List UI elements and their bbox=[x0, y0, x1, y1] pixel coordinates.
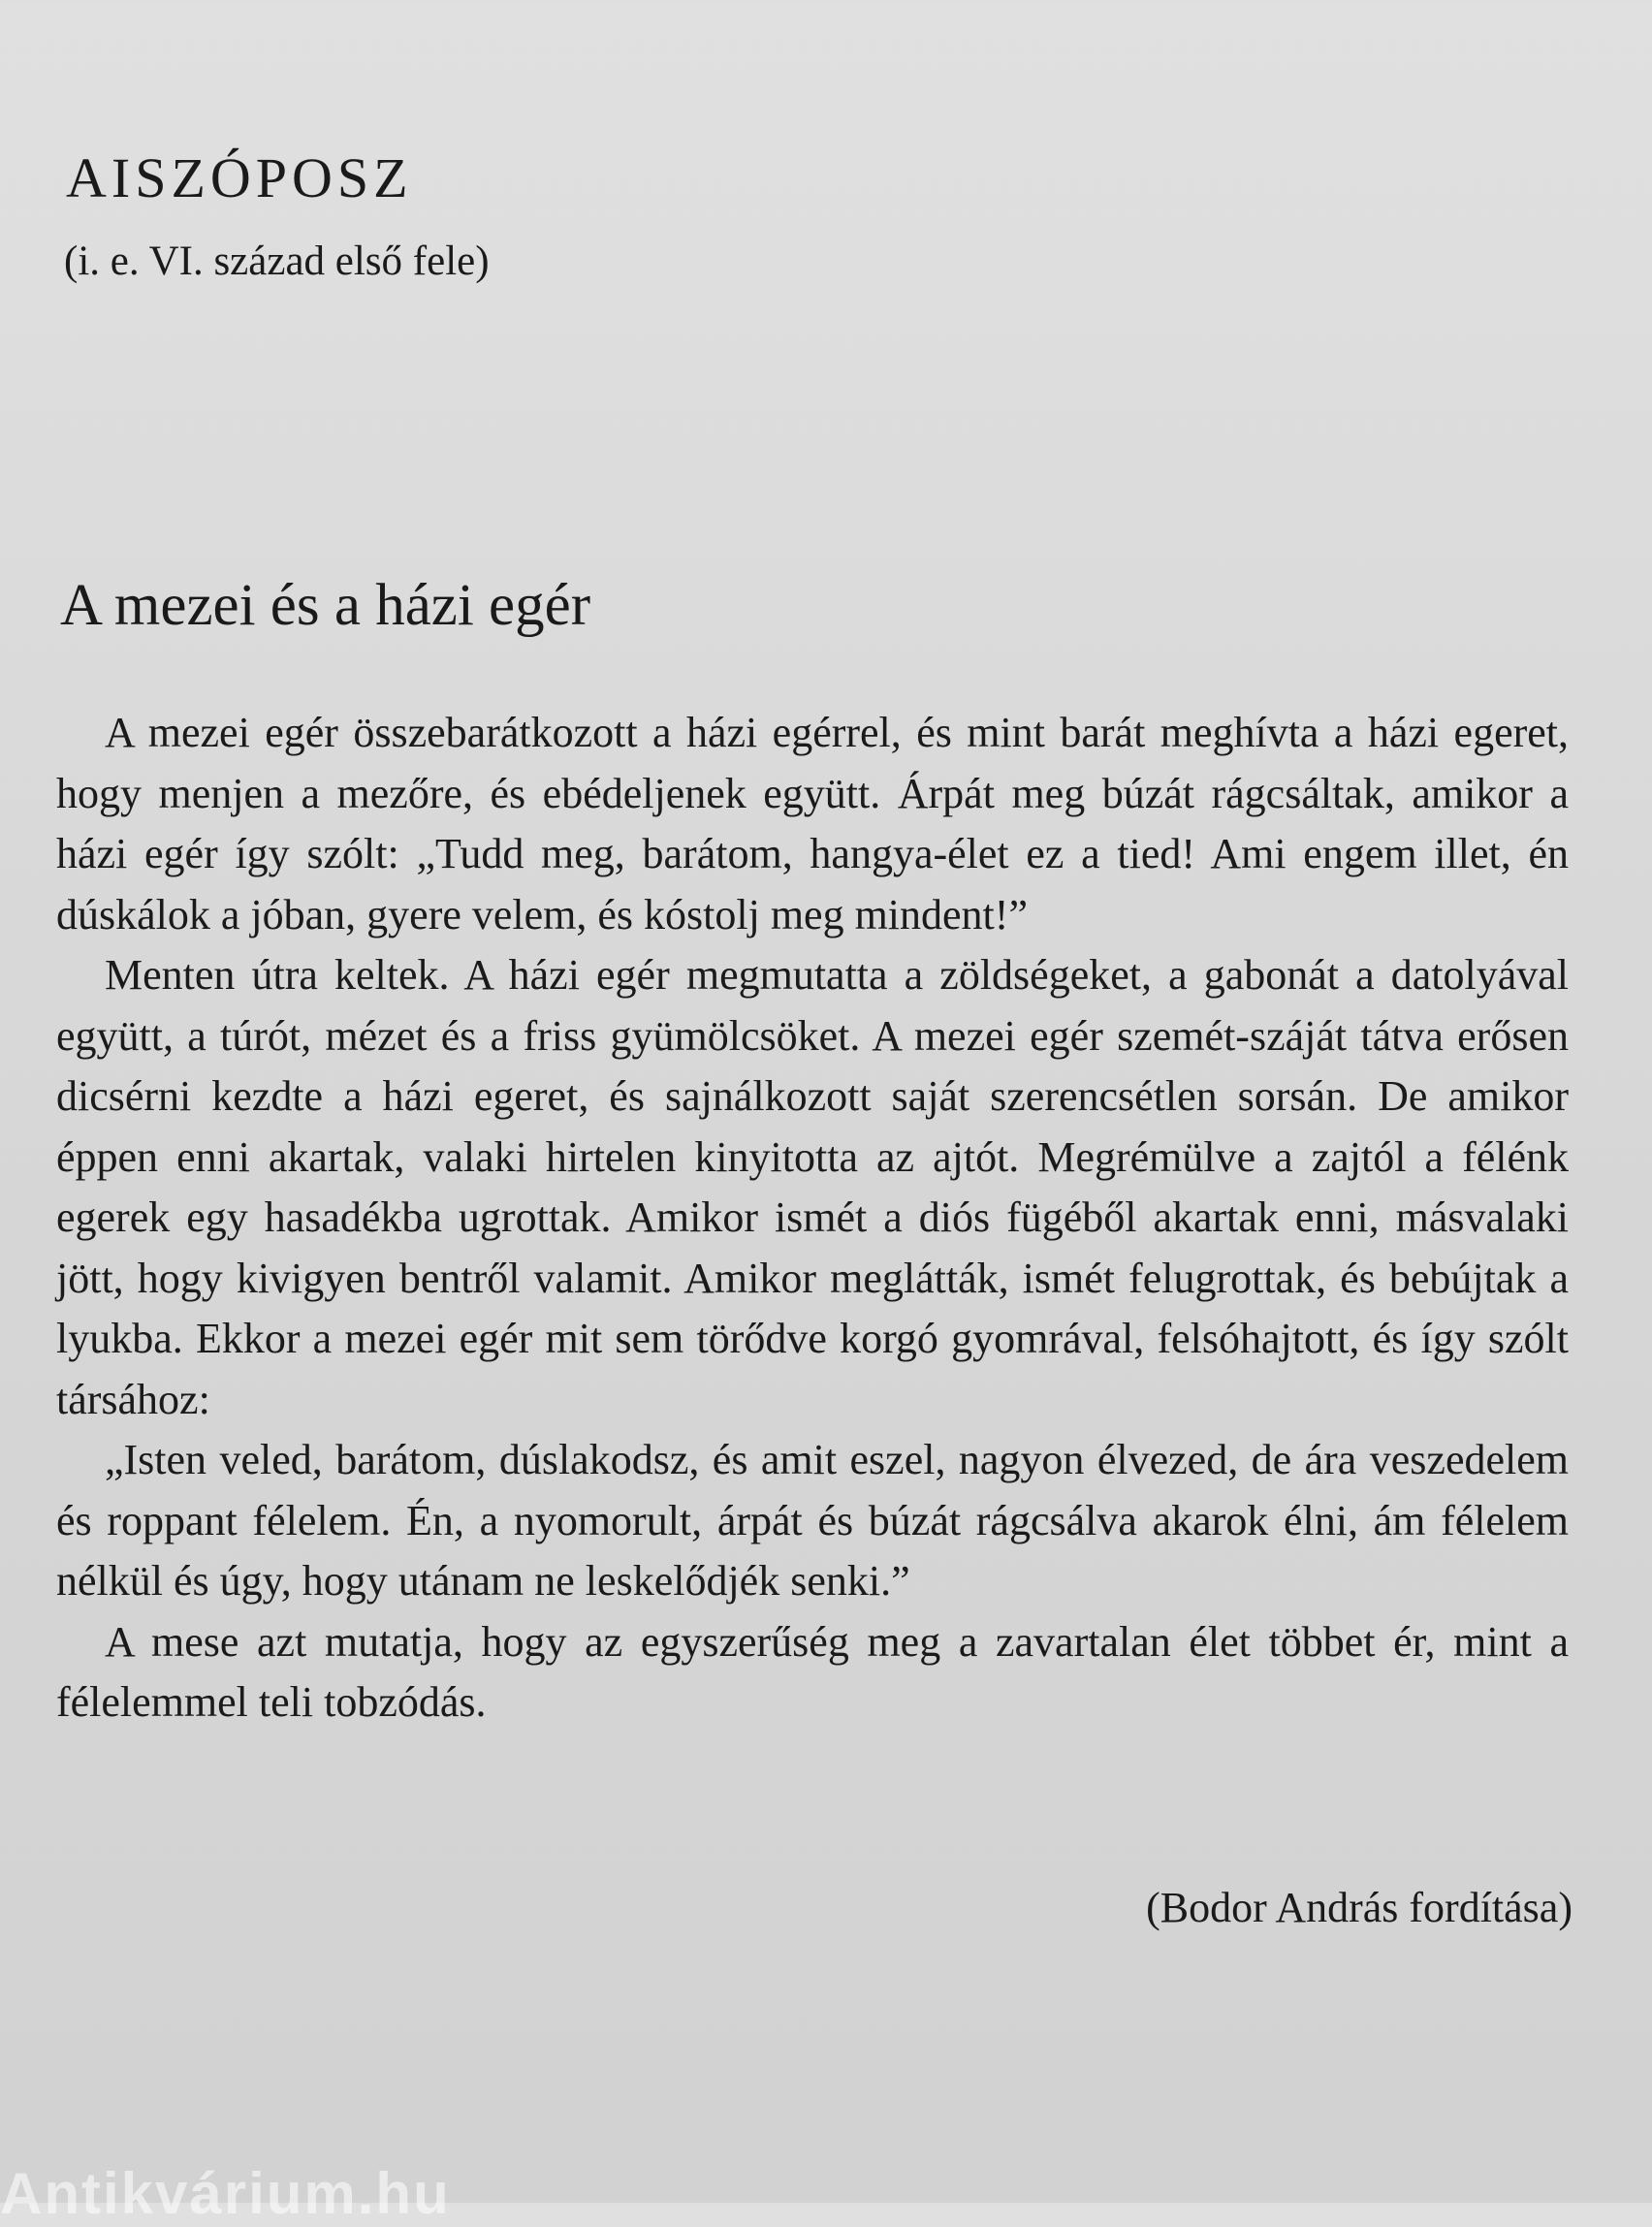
watermark: Antikvárium.hu bbox=[0, 2161, 451, 2226]
paragraph: A mezei egér összebarátkozott a házi egérrel, és mint barát meghívta a házi egeret, hogy menjen a mezőre, és ebédeljenek együtt. Árpát meg búzát rágcsáltak, amikor a házi egér így szólt: „Tudd meg, barátom, hangya-élet ez a tied! Ami engem illet, én dúskálok a jóban, gyere velem, és kóstolj meg mindent!” bbox=[56, 709, 1569, 939]
story-title: A mezei és a házi egér bbox=[60, 573, 591, 638]
paragraph: „Isten veled, barátom, dúslakodsz, és amit eszel, nagyon élvezed, de ára veszedelem és roppant félelem. Én, a nyomorult, árpát és búzát rágcsálva akarok élni, ám félelem nélkül és úgy, hogy utánam ne leskelődjék senki.” bbox=[56, 1436, 1569, 1605]
story-body bbox=[56, 703, 1569, 1734]
paragraph: A mese azt mutatja, hogy az egyszerűség meg a zavartalan élet többet ér, mint a félelemmel teli tobzódás. bbox=[56, 1617, 1569, 1726]
translator-credit: (Bodor András fordítása) bbox=[1146, 1884, 1573, 1931]
author-heading: AISZÓPOSZ bbox=[66, 146, 413, 209]
author-dates: (i. e. VI. század első fele) bbox=[64, 239, 490, 284]
paragraph: Menten útra keltek. A házi egér megmutatta a zöldségeket, a gabonát a datolyával együtt, a túrót, mézet és a friss gyümölcsöket. A mezei egér szemét-száját tátva erősen dicsérni kezdte a házi egeret, és sajnálkozott saját szerencsétlen sorsán. De amikor éppen enni akartak, valaki hirtelen kinyitotta az ajtót. Megrémülve a zajtól a félénk egerek egy hasadékba ugrottak. Amikor ismét a diós fügéből akartak enni, másvalaki jött, hogy kivigyen bentről valamit. Amikor meglátták, ismét felugrottak, és bebújtak a lyukba. Ekkor a mezei egér mit sem törődve korgó gyomrával, felsóhajtott, és így szólt társához: bbox=[56, 951, 1569, 1423]
